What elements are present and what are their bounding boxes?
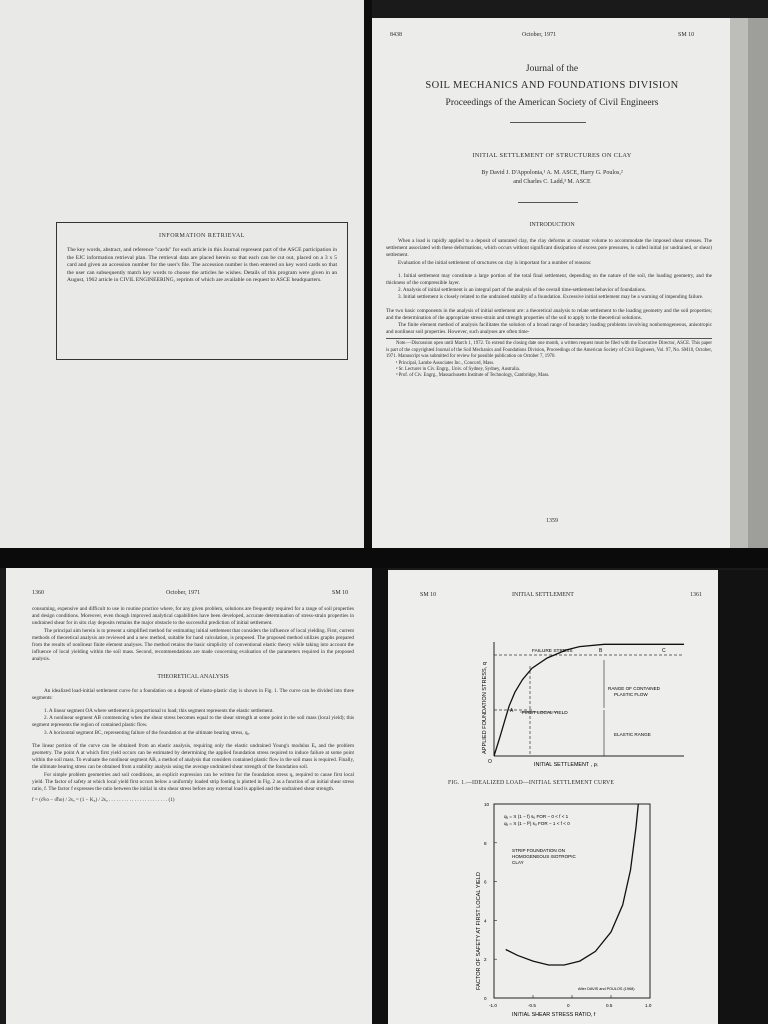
- fig1-caption: FIG. 1.—IDEALIZED LOAD—INITIAL SETTLEMENT CURVE: [448, 780, 615, 786]
- page-header-code: SM 10: [332, 590, 349, 596]
- spread-gap: [0, 548, 768, 568]
- page-header-number: 1360: [32, 590, 44, 596]
- segment-item: 1. A linear segment OA where settlement is proportional to load; this segment represents the elastic settlement.: [44, 708, 274, 715]
- body-text: [32, 606, 354, 804]
- fig2-series-line: [506, 804, 639, 965]
- fig2-y-axis-label: FACTOR OF SAFETY AT FIRST LOCAL YIELD: [476, 872, 482, 990]
- section-heading: THEORETICAL ANALYSIS: [157, 673, 229, 680]
- footnote-note: Note.—Discussion open until March 1, 1972. To extend the closing date one month, a written request must be filed with the Executive Director, ASCE. This paper is part of the copyrighted Journal of the Soil Mechanics and Foundations Division, Proceedings of the American Society of Civil Engineers, Vol. 97, No. SM10, October, 1971. Manuscript was submitted for review for possible publication on October 7, 1970.: [386, 341, 712, 360]
- footnote: ³ Prof. of Civ. Engrg., Massachusetts Institute of Technology, Cambridge, Mass.: [396, 373, 550, 379]
- fig2-y-tick-label: 0: [484, 996, 487, 1001]
- fig1-point-label-b: B: [599, 648, 603, 654]
- introduction-body: [386, 238, 712, 380]
- footnote-rule: [386, 338, 712, 339]
- fig1-annotation-plastic-flow-1: RANGE OF CONTAINED: [608, 686, 660, 691]
- proceedings-title: Proceedings of the American Society of Civil Engineers: [445, 98, 659, 108]
- gutter-dark: [364, 0, 372, 548]
- fig2-x-tick-label: -1.0: [489, 1003, 497, 1008]
- journal-of: Journal of the: [525, 64, 579, 74]
- article-title: INITIAL SETTLEMENT OF STRUCTURES ON CLAY: [472, 152, 632, 159]
- fig2-y-tick-label: 6: [484, 879, 487, 885]
- fig1-annotation-failure-stress: FAILURE STRESS: [532, 649, 573, 654]
- authors-line-1: By David J. D'Appolonia,¹ A. M. ASCE, Harry G. Poulos,²: [481, 170, 623, 176]
- paragraph: The principal aim herein is to present a simplified method for estimating initial settlement that considers the influence of local yielding. First, current methods of theoretical analysis are reviewed and a new method, suitable for hand calculation, is proposed. The proposed method utilizes graphs prepared from the results of nonlinear finite element analyses. The method retains the basic simplicity of conventional elastic theory while taking into account the influence of local yielding within the soil mass. Second, recommendations are made concerning evaluation of the parameters required in the proposed analysis.: [32, 627, 354, 663]
- reason-item: 2. Analysis of initial settlement is an integral part of the analysis of the overall time-settlement behavior of foundations.: [398, 287, 647, 294]
- page-bottom-right: [388, 570, 718, 1024]
- segment-item: 2. A nonlinear segment AB commencing when the shear stress becomes equal to the shear strength at some point in the soil mass (local yield); this segment represents the region of contained plastic flow.: [32, 715, 354, 729]
- page-header-date: October, 1971: [166, 590, 201, 596]
- division-title: SOIL MECHANICS AND FOUNDATIONS DIVISION: [425, 80, 679, 91]
- information-retrieval-box: [56, 222, 348, 360]
- fig1-annotation-elastic-range: ELASTIC RANGE: [614, 732, 651, 737]
- footnote: ² Sr. Lecturer in Civ. Engrg., Univ. of Sydney, Sydney, Australia.: [396, 367, 521, 373]
- fig2-x-tick-label: 0.5: [606, 1003, 613, 1008]
- fig2-legend-line-1: qᵧ = π (1 − f) sᵤ FOR − 0 < f < 1: [504, 814, 569, 819]
- fig1-point-label-a: A: [510, 708, 514, 714]
- fig1-point-label-c: C: [662, 648, 666, 654]
- fig2-x-tick-label: 1.0: [645, 1003, 652, 1008]
- page-number: 1359: [546, 518, 558, 524]
- fig1-y-axis-label: APPLIED FOUNDATION STRESS, q: [482, 662, 488, 754]
- page-bottom-left: [6, 568, 372, 1024]
- background-edge: [718, 570, 768, 1024]
- fig2-annotation-3: CLAY: [512, 860, 524, 865]
- information-retrieval-text: The key words, abstract, and reference "cards" for each article in this Journal represent part of the ASCE participation in the EJC information retrieval plan. The retrieval data are placed herein so that each can be cut out, placed on a 3 x 5 card and given an accession number for the user's file. The accession number is then entered on key word cards so that the user can subsequently match key words to choose the articles he wishes. Details of this program were given in an August, 1962 article in CIVIL ENGINEERING, reprints of which are available on request to ASCE headquarters.: [67, 247, 337, 283]
- divider: [518, 202, 578, 203]
- paragraph: The finite element method of analysis facilitates the solution of a broad range of boundary loading problems involving nonhomogeneous, anisotropic and nonlinear soil properties. However, such analyses are often time-: [386, 322, 712, 336]
- fig1-annotation-plastic-flow-2: PLASTIC FLOW: [614, 692, 648, 697]
- fig1-x-axis-label: INITIAL SETTLEMENT , ρᵢ: [534, 762, 598, 768]
- fig2-y-tick-label: 10: [484, 802, 490, 807]
- information-retrieval-title: INFORMATION RETRIEVAL: [159, 233, 245, 239]
- paragraph: An idealized load-initial settlement curve for a foundation on a deposit of elasto-plastic clay is shown in Fig. 1. The curve can be divided into three segments:: [32, 687, 354, 701]
- reason-item: 3. Initial settlement is closely related to the undrained stability of a foundation. Excessive initial settlement may be a warning of impending failure.: [398, 294, 704, 301]
- paragraph: For simple problem geometries and soil conditions, an explicit expression can be written for the foundation stress qᵧ required to cause first local yield. The factor of safety at which local yield first occurs below a uniformly loaded strip footing is plotted in Fig. 2 as a function of an initial shear stress ratio, f. The factor f expresses the ratio between the initial in situ shear stress before any external load is applied and the undrained shear strength.: [32, 771, 354, 793]
- fig2-x-tick-label: 0: [567, 1003, 570, 1008]
- paragraph: The linear portion of the curve can be obtained from an elastic analysis, requiring only the elastic undrained Young's modulus Eᵤ and the problem geometry. The point A at which first yield occurs can be estimated by determining the applied foundation stress required to induce failure at some point within the soil mass. To evaluate the nonlinear segment AB, a method of analysis that considers contained plastic flow in the soil mass is required. Finally, the ultimate bearing stress can be obtained from a stability analysis using the average undrained shear strength of the foundation soil.: [32, 742, 354, 771]
- page-header-number: 8438: [390, 32, 402, 38]
- divider: [510, 122, 586, 123]
- figure-2-chart: [388, 794, 718, 1020]
- paragraph: The two basic components in the analysis of initial settlement are: a theoretical analysis to relate settlement to the loading geometry and the soil properties; and the determination of the appropriate stress-strain and strength properties of the soil to apply to the theoretical solutions.: [386, 307, 712, 321]
- fig2-y-tick-label: 4: [484, 918, 487, 924]
- gutter-dark: [372, 568, 388, 1024]
- equation-1: f = (σ̅vo − σ̅ho) / 2sᵤ = (1 − K₀) / 2sᵤ . . . . . . . . . . . . . . . . . . . . . . . (1): [32, 797, 175, 804]
- page-top-left: [0, 0, 364, 548]
- fig1-annotation-first-local-yield: FIRST LOCAL YIELD: [522, 711, 568, 716]
- fig2-annotation-2: HOMOGENEOUS ISOTROPIC: [512, 854, 576, 859]
- page-header-date: October, 1971: [522, 32, 557, 38]
- page-edge: [748, 18, 768, 548]
- segment-item: 3. A horizontal segment BC, representing failure of the foundation at the ultimate bearing stress, qᵤ.: [44, 729, 251, 736]
- fig2-legend-line-2: qᵧ = π (1 − f²) sᵤ FOR − 1 < f < 0: [504, 821, 570, 826]
- page-header-number: 1361: [690, 592, 702, 598]
- paragraph: consuming, expensive and difficult to use in routine practice where, for any given problem, solutions are frequently required for a range of soil properties and design conditions. Moreover, even though improved analytical capabilities have been developed, accurate determination of stress-strain properties in undrained shear for in situ clay deposits remains the major obstacle to the successful prediction of initial settlement.: [32, 606, 354, 627]
- fig2-credit: After DAVIS and POULOS (1968): [578, 987, 635, 991]
- paragraph: When a load is rapidly applied to a deposit of saturated clay, the clay deforms at constant volume to accommodate the imposed shear stresses. The settlement associated with these deformations, which occurs without significant dissipation of excess pore pressures, is called initial (or undrained, or shear) settlement.: [386, 238, 712, 259]
- authors-line-2: and Charles C. Ladd,³ M. ASCE: [513, 179, 591, 185]
- footnote: ¹ Principal, Lambe Associates Inc., Concord, Mass.: [396, 360, 495, 366]
- introduction-heading: INTRODUCTION: [529, 222, 575, 228]
- running-title: INITIAL SETTLEMENT: [512, 592, 574, 598]
- fig2-annotation-1: STRIP FOUNDATION ON: [512, 848, 565, 853]
- page-header-code: SM 10: [420, 592, 437, 598]
- fig2-x-axis-label: INITIAL SHEAR STRESS RATIO, f: [512, 1012, 596, 1018]
- fig2-y-tick-label: 8: [484, 840, 487, 846]
- paragraph: Evaluation of the initial settlement of structures on clay is important for a number of reasons:: [398, 259, 592, 266]
- fig2-y-tick-label: 2: [484, 957, 487, 963]
- page-header-code: SM 10: [678, 32, 695, 38]
- fig2-x-tick-label: -0.5: [528, 1003, 536, 1008]
- figure-1-chart: [388, 606, 718, 792]
- reason-item: 1. Initial settlement may constitute a large portion of the total final settlement, depending on the nature of the soil, the loading geometry, and the thickness of the compressible layer.: [386, 272, 712, 287]
- fig1-point-label-o: O: [488, 759, 492, 765]
- fig1-series-line: [494, 644, 684, 756]
- fig2-plot-frame: [494, 804, 650, 998]
- page-top-right: [372, 18, 730, 548]
